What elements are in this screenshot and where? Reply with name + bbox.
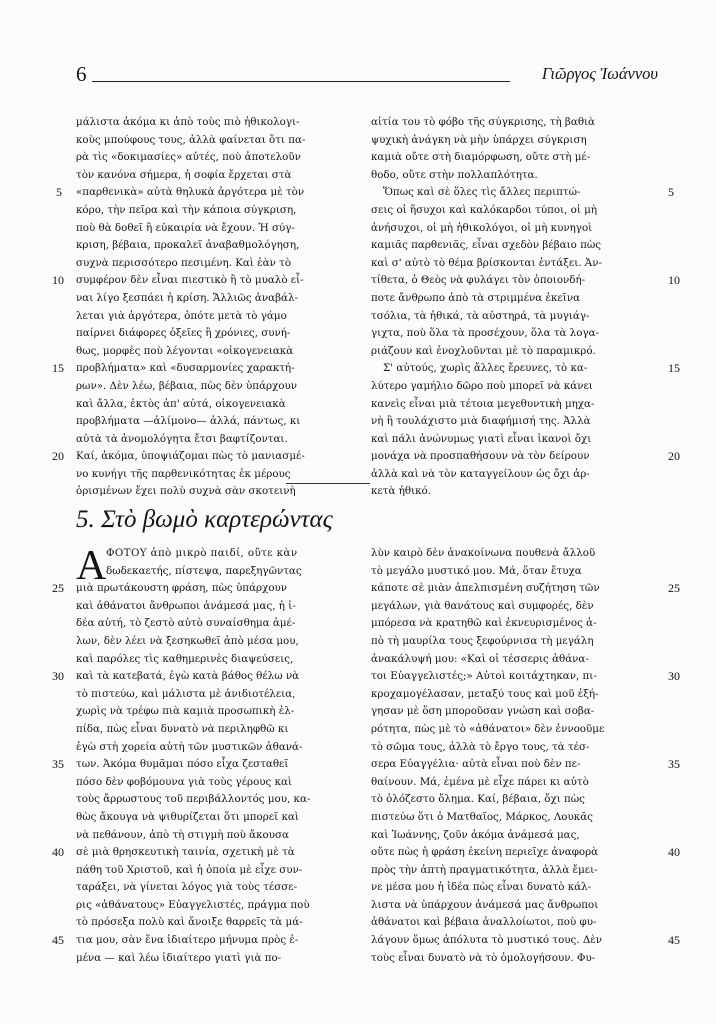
text-line: τὸ σῶμα τους, ἀλλὰ τὸ ἔργο τους, τὰ τέσ- xyxy=(371,740,590,753)
text-line: γησαν μὲ ὅση μποροῦσαν γνώση καὶ σοβα- xyxy=(371,705,595,718)
text-line: καὶ Ἰωάννης, ζοῦν ἀκόμα ἀνάμεσά μας, xyxy=(371,828,580,841)
text-line: μεγάλων, γιὰ θανάτους καὶ συμφορές, δὲν xyxy=(371,599,594,612)
text-line: ἀνακάλυψή μου: «Καὶ οἱ τέσσερις ἀθάνα- xyxy=(371,652,589,665)
line-number: 35 xyxy=(668,757,680,772)
text-line: ὁρισμένων ἔχει πολὺ συχνὰ σὰν σκοτεινὴ xyxy=(76,485,296,498)
text-line: σεις οἱ ἥσυχοι καὶ καλόκαρδοι τύποι, οἱ μὴ xyxy=(371,203,597,216)
text-line: αὐτὰ τὰ ἀνομολόγητα ἔτσι βαφτίζονται. xyxy=(76,432,288,445)
text-line: Καί, ἀκόμα, ὑποψιάζομαι πὼς τὸ μανιασμέ- xyxy=(76,450,305,463)
text-line: καμιᾶς παρθενιᾶς, εἶναι σχεδὸν βέβαιο πὼς xyxy=(371,239,602,252)
section-separator-rule xyxy=(286,483,370,484)
drop-cap: Α xyxy=(76,543,107,589)
text-line: τὸ μεγάλο μυστικό μου. Μά, ὅταν ἔτυχα xyxy=(371,564,582,577)
page-number: 6 xyxy=(76,62,87,86)
text-line: κετὰ ἠθικό. xyxy=(371,485,432,498)
text-line: κάποτε σὲ μιὰν ἀπελπισμένη συζήτηση τῶν xyxy=(371,582,600,595)
text-line: κανεὶς εἶναι μιὰ τέτοια μεγεθυντικὴ μηχα- xyxy=(371,397,595,410)
text-line: θως, μορφὲς ποὺ λέγονται «οἰκογενειακὰ xyxy=(76,344,294,357)
text-line: καὶ ἀθάνατοι ἄνθρωποι ἀνάμεσά μας, ἡ ἰ- xyxy=(76,599,296,612)
text-line: καὶ πάλι ἀνώνυμως γιατὶ εἶναι ἱκανοὶ ὄχι xyxy=(371,432,592,445)
text-line: καὶ παρόλες τὶς καθημερινὲς διαψεύσεις, xyxy=(76,652,294,665)
text-line: ἐγὼ στὴ χορεία αὐτὴ τῶν μυστικῶν ἀθανά- xyxy=(76,740,303,753)
line-number: 5 xyxy=(56,185,62,200)
text-line: κοὺς μπούφους τους, ἀλλὰ φαίνεται ὅτι πα- xyxy=(76,133,306,146)
top-right-column xyxy=(371,114,657,501)
text-line: αἰτία του τὸ φόβο τῆς σύγκρισης, τὴ βαθιὰ xyxy=(371,116,596,128)
text-line: Ὅπως καὶ σὲ ὅλες τὶς ἄλλες περιπτώ- xyxy=(383,186,581,199)
text-line: ἀθάνατοι καὶ βέβαια ἀναλλοίωτοι, ποὺ φυ- xyxy=(371,916,597,929)
line-number: 15 xyxy=(668,361,680,376)
text-line: τοι Εὐαγγελιστές;» Αὐτοὶ κοιτάχτηκαν, πι- xyxy=(371,670,597,683)
text-line: νὰ πεθάνουν, ἀπὸ τὴ στιγμὴ ποὺ ἄκουσα xyxy=(76,828,289,841)
line-number: 45 xyxy=(668,933,680,948)
text-line: τὸ πιστεύω, καὶ μάλιστα μὲ ἀνιδιοτέλεια, xyxy=(76,687,296,700)
line-number: 45 xyxy=(52,933,64,948)
text-line: λων, δὲν λέει νὰ ξεσηκωθεῖ ἀπὸ μέσα μου, xyxy=(76,634,299,647)
text-line: συχνὰ περισσότερο πεσιμένη. Καὶ ἐὰν τὸ xyxy=(76,256,292,269)
text-line: χωρὶς νὰ τρέφω πιὰ καμιὰ προσωπικὴ ἐλ- xyxy=(76,705,295,718)
text-line: νε μέσα μου ἡ ἰδέα πὼς εἶναι δυνατὸ κάλ- xyxy=(371,881,592,894)
text-line: κριση, βέβαια, προκαλεῖ ἀναβαθμολόγηση, xyxy=(76,239,300,252)
top-left-column xyxy=(76,114,362,501)
text-line: πιστεύω ὅτι ὁ Ματθαῖος, Μάρκος, Λουκᾶς xyxy=(371,810,593,823)
text-line: λεται γιὰ ἀργότερα, ὁπότε μετὰ τὸ γάμο xyxy=(76,309,287,322)
text-line: σὲ μιὰ θρησκευτικὴ ταινία, σχετικὴ μὲ τὰ xyxy=(76,846,295,859)
text-line: καὶ τὰ κατεβατά, ἐγὼ κατὰ βάθος θέλω νὰ xyxy=(76,670,300,683)
text-line: νο κυνήγι τῆς παρθενικότητας ἐκ μέρους xyxy=(76,467,291,480)
text-line: καὶ ἄλλα, ἐκτὸς ἀπ' αὐτά, οἰκογενειακὰ xyxy=(76,397,286,410)
text-line: καὶ σ' αὐτὸ τὸ θέμα βρίσκονται ἐντάξει. Ἀν- xyxy=(371,256,602,269)
text-line: ρὰ τὶς «δοκιμασίες» αὐτές, ποὺ ἀποτελοῦν xyxy=(76,151,301,164)
text-line: λὺν καιρὸ δὲν ἀνακοίνωνα πουθενὰ ἄλλοῦ xyxy=(371,547,596,559)
text-line: «παρθενικὰ» αὐτὰ θηλυκὰ ἀργότερα μὲ τὸν xyxy=(76,186,305,199)
text-line: τοὺς ἄρρωστους τοῦ περιβάλλοντός μου, κα- xyxy=(76,793,311,806)
text-line: δωδεκαετής, πίστεψα, παρεξηγῶντας xyxy=(106,564,302,577)
text-line: Σ' αὐτούς, χωρὶς ἄλλες ἔρευνες, τὸ κα- xyxy=(383,362,588,375)
text-line: κροχαμογέλασαν, μεταξύ τους καὶ μοῦ ἐξή- xyxy=(371,687,599,700)
text-line: τια μου, σὰν ἕνα ἰδιαίτερο μήνυμα πρὸς ἐ- xyxy=(76,934,299,947)
text-line: σερα Εὐαγγέλια· αὐτὰ εἶναι ποὺ δὲν πε- xyxy=(371,758,581,771)
text-line: μπόρεσα νὰ κρατηθῶ καὶ ἐκνευρισμένος ἀ- xyxy=(371,617,597,630)
text-line: κόρο, τὴν πεῖρα καὶ τὴν κάποια σύγκριση, xyxy=(76,203,297,216)
text-line: τίθετα, ὁ Θεὸς νὰ φυλάγει τὸν ὁποιονδή- xyxy=(371,274,586,287)
line-number: 30 xyxy=(668,669,680,684)
line-number: 15 xyxy=(52,361,64,376)
header-rule xyxy=(92,81,510,82)
line-number: 40 xyxy=(52,845,64,860)
text-line: πρὸς τὴν ἁπτὴ πραγματικότητα, ἀλλὰ ἔμει- xyxy=(371,863,598,876)
text-line: πόσο δὲν φοβόμουνα γιὰ τοὺς γέρους καὶ xyxy=(76,775,293,788)
text-line: οὔτε πὼς ἡ φράση ἐκείνη περιεῖχε ἀναφορὰ xyxy=(371,846,599,859)
text-line: συμφέρον δὲν εἶναι πιεστικὸ ἢ τὸ μυαλὸ εἶ- xyxy=(76,274,304,287)
line-number: 40 xyxy=(668,845,680,860)
text-line: προβλήματα» καὶ «δυσαρμονίες χαρακτή- xyxy=(76,362,295,375)
text-line: τσόλια, τὰ ἠθικά, τὰ αὐστηρά, τὰ μυγιάγ- xyxy=(371,309,590,322)
text-line: λιστα νὰ ὑπάρχουν ἀνάμεσά μας ἄνθρωποι xyxy=(371,898,599,911)
line-number: 20 xyxy=(668,449,680,464)
text-line: τοὺς εἶναι δυνατὸ νὰ τὸ ὁμολογήσουν. Φυ- xyxy=(371,951,596,964)
text-line: ναι λίγο ξεσπάει ἡ κρίση. Ἄλλιῶς ἀναβάλ- xyxy=(76,291,298,304)
text-line: θαίνουν. Μά, ἐμένα μὲ εἶχε πάρει κι αὐτὸ xyxy=(371,775,589,788)
text-line: νὴ ἢ τουλάχιστο μιὰ διαφήμισή της. Ἀλλὰ xyxy=(371,415,591,428)
text-line: ποὺ θὰ δοθεῖ ἢ εὐκαιρία νὰ ἔχουν. Ἡ σύγ- xyxy=(76,221,295,234)
text-line: λύτερο γαμήλιο δῶρο ποὺ μπορεῖ νὰ κάνει xyxy=(371,379,593,392)
text-line: ταράξει, νὰ γίνεται λόγος γιὰ τοὺς τέσσε- xyxy=(76,881,298,894)
text-line: γιχτα, ποὺ ὅλα τὰ προσέχουν, ὅλα τὰ λογα- xyxy=(371,327,600,340)
line-number: 25 xyxy=(52,581,64,596)
text-line: ψυχικὴ ἀνάγκη νὰ μὴν ὑπάρχει σύγκριση xyxy=(371,133,587,146)
text-line: λάγουν ὅμως ἀπόλυτα τὸ μυστικό τους. Δὲν xyxy=(371,934,603,947)
line-number: 10 xyxy=(52,273,64,288)
text-line: μάλιστα ἀκόμα κι ἀπὸ τοὺς πιὸ ἠθικολογι- xyxy=(76,116,300,128)
text-line: καμιὰ οὔτε στὴ διαμόρφωση, οὔτε στὴ μέ- xyxy=(371,151,591,164)
text-line: ρις «ἀθάνατους» Εὐαγγελιστές, πράγμα ποὺ xyxy=(76,898,310,911)
text-line: θὼς ἄκουγα νὰ ψιθυρίζεται ὅτι μπορεῖ καὶ xyxy=(76,810,299,823)
text-line: μένα — καὶ λέω ἰδιαίτερο γιατὶ γιὰ πο- xyxy=(76,951,282,964)
text-line: παίρνει διάφορες ὀξεῖες ἢ χρόνιες, συνή- xyxy=(76,327,291,340)
bottom-left-column xyxy=(76,545,362,967)
text-line: πίδα, πὼς εἶναι δυνατὸ νὰ περιληφθῶ κι xyxy=(76,722,289,735)
line-number: 5 xyxy=(668,185,674,200)
text-line: μονάχα νὰ προσπαθήσουν νὰ τὸν δείρουν xyxy=(371,450,590,463)
bottom-right-column xyxy=(371,545,657,967)
text-line: τὸ πρόσεξα πολὺ καὶ ἄνοιξε θαρρεῖς τὰ μά- xyxy=(76,916,303,929)
text-line: τὸ ὀλόζεστο ὄλημα. Καί, βέβαια, ὄχι πὼς xyxy=(371,793,585,806)
text-line: ἀλλὰ καὶ νὰ τὸν καταγγείλουν ὡς ὄχι ἀρ- xyxy=(371,467,590,480)
section-title: 5. Στὸ βωμὸ καρτερώντας xyxy=(76,506,333,533)
text-line: ποτε ἄνθρωπο ἀπὸ τὰ στριμμένα ἐκεῖνα xyxy=(371,291,581,304)
text-line: ΦΟΤΟΥ ἀπὸ μικρὸ παιδί, οὔτε κὰν xyxy=(106,547,298,559)
text-line: δέα αὐτή, τὸ ζεστὸ αὐτὸ συναίσθημα ἀμέ- xyxy=(76,617,296,630)
text-line: των. Ἀκόμα θυμᾶμαι πόσο εἶχα ζεσταθεῖ xyxy=(76,758,289,771)
text-line: ρότητα, πὼς μὲ τὸ «ἀθάνατοι» δὲν ἐννοοῦμε xyxy=(371,722,605,735)
line-number: 10 xyxy=(668,273,680,288)
line-number: 25 xyxy=(668,581,680,596)
text-line: πὸ τὴ μαυρίλα τους ξεφούρνισα τὴ μεγάλη xyxy=(371,634,594,647)
text-line: ἀνήσυχοι, οἱ μὴ ἠθικολόγοι, οἱ μὴ κυνηγοὶ xyxy=(371,221,593,234)
text-line: πάθη τοῦ Χριστοῦ, καὶ ἡ ὁποία μὲ εἶχε συν- xyxy=(76,863,303,876)
text-line: τὸν κανόνα σήμερα, ἡ σοφία ἔρχεται στὰ xyxy=(76,168,292,181)
text-line: ριάζουν καὶ ἐνοχλοῦνται μὲ τὸ παραμικρό. xyxy=(371,344,596,357)
text-line: μιὰ πρωτάκουστη φράση, πὼς ὑπάρχουν xyxy=(76,582,288,595)
running-title: Γιῶργος Ἰωάννου xyxy=(541,64,658,83)
line-number: 35 xyxy=(52,757,64,772)
running-header xyxy=(76,62,658,86)
text-line: προβλήματα —ἀλίμονο— ἀλλά, πάντως, κι xyxy=(76,415,301,428)
text-line: ρων». Δὲν λέω, βέβαια, πὼς δὲν ὑπάρχουν xyxy=(76,379,298,392)
line-number: 20 xyxy=(52,449,64,464)
line-number: 30 xyxy=(52,669,64,684)
text-line: θοδο, οὔτε στὴν πολλαπλότητα. xyxy=(371,168,538,181)
